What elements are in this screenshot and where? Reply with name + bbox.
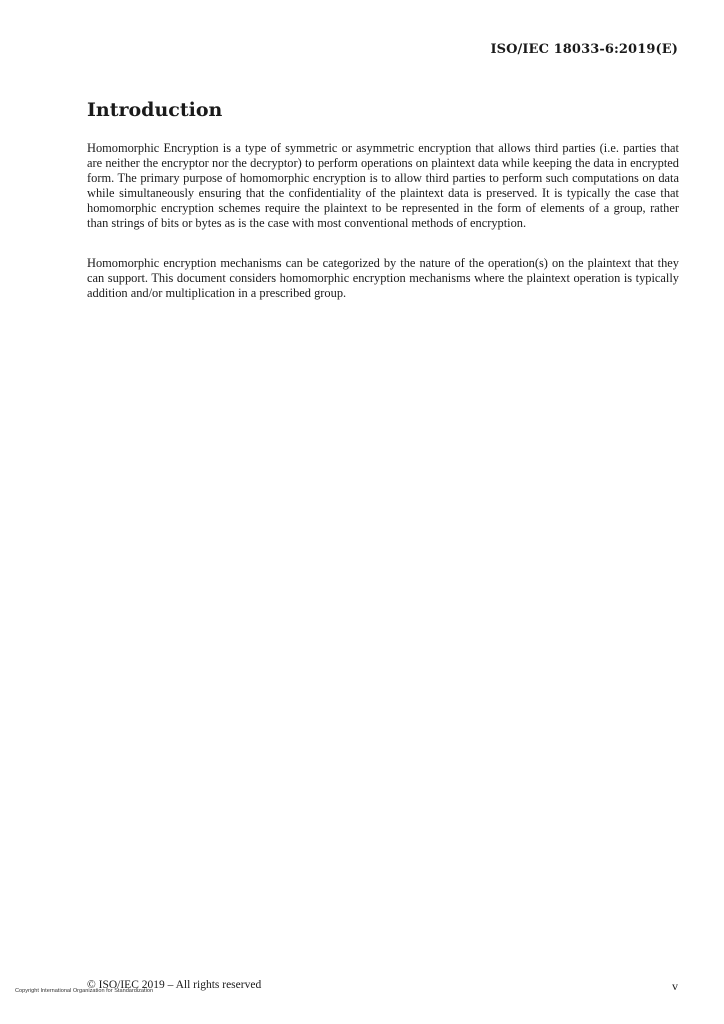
- intro-paragraph-2: Homomorphic encryption mechanisms can be categorized by the nature of the operation(s) on the plaintext that they can support. This document considers homomorphic encryption mechanisms where the plaintext operation is typically addition and/or multiplication in a prescribed group.: [87, 256, 679, 301]
- copyright-license-stamp: Copyright International Organization for Standardization: [15, 988, 154, 994]
- section-title: Introduction: [87, 99, 223, 121]
- document-reference-header: ISO/IEC 18033-6:2019(E): [490, 42, 678, 57]
- page-number: v: [672, 979, 678, 993]
- intro-paragraph-1: Homomorphic Encryption is a type of symmetric or asymmetric encryption that allows third parties (i.e. parties that are neither the encryptor nor the decryptor) to perform operations on plaintext data while keeping the data in encrypted form. The primary purpose of homomorphic encryption is to allow third parties to perform such computations on data while simultaneously ensuring that the confidentiality of the plaintext data is preserved. It is typically the case that homomorphic encryption schemes require the plaintext to be represented in the form of elements of a group, rather than strings of bits or bytes as is the case with most conventional methods of encryption.: [87, 141, 679, 231]
- footer-copyright: © ISO/IEC 2019 – All rights reserved: [87, 979, 262, 991]
